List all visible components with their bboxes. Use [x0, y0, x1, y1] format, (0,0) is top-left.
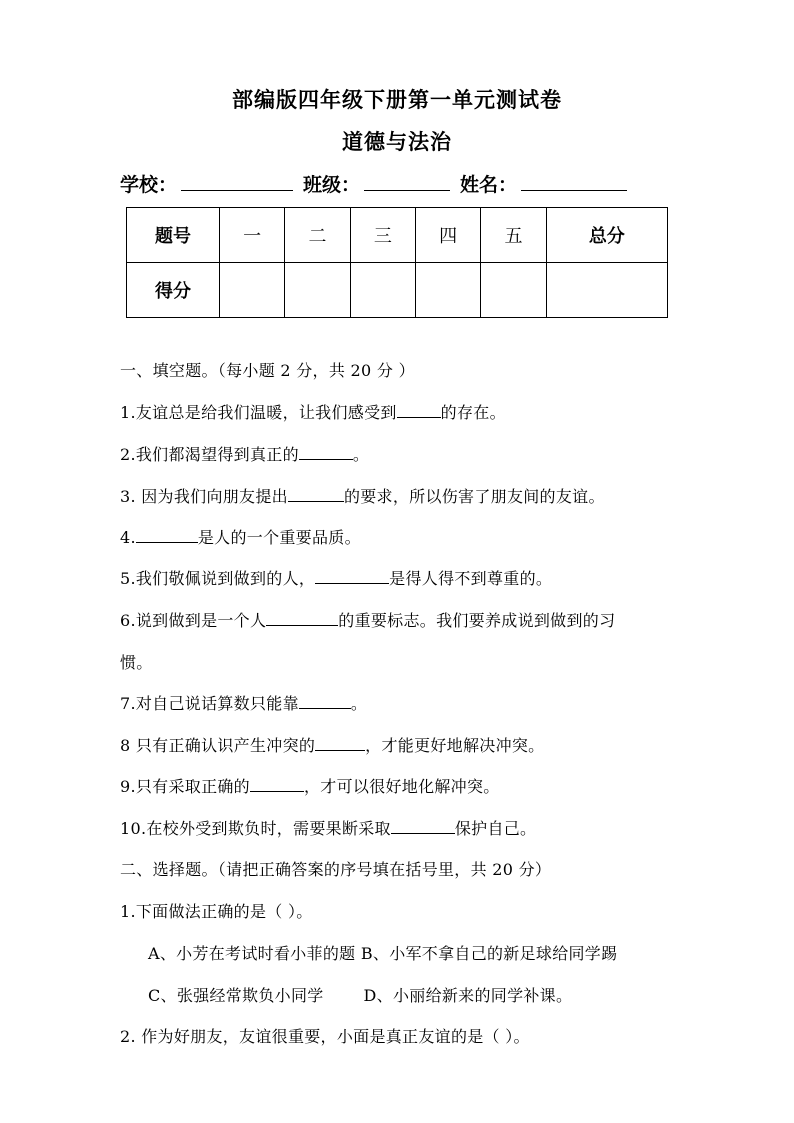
question-text: 的存在。 — [440, 403, 506, 422]
question-text: 10.在校外受到欺负时，需要果断采取 — [120, 819, 391, 838]
question-6-continued: 惯。 — [120, 653, 153, 672]
answer-blank[interactable] — [266, 609, 338, 626]
question-text: 3. 因为我们向朋友提出 — [120, 487, 288, 506]
answer-blank[interactable] — [315, 734, 365, 751]
question-text: 。 — [352, 445, 370, 464]
question-4 — [120, 525, 361, 548]
section2-heading: 二、选择题。（请把正确答案的序号填在括号里，共 20 分） — [120, 860, 552, 879]
score-cell[interactable] — [220, 263, 285, 318]
mc-question-1: 1.下面做法正确的是（ ）。 — [120, 902, 313, 921]
question-text: ，才可以很好地化解冲突。 — [303, 777, 500, 796]
question-text: ，才能更好地解决冲突。 — [365, 736, 545, 755]
mc-question-2: 2. 作为好朋友，友谊很重要，小面是真正友谊的是（ ）。 — [120, 1027, 530, 1046]
student-info-line — [120, 170, 637, 197]
answer-blank[interactable] — [397, 401, 441, 418]
question-9 — [120, 774, 500, 797]
table-cell: 二 — [285, 208, 350, 263]
section1-heading: 一、填空题。（每小题 2 分，共 20 分 ） — [120, 361, 415, 380]
question-10 — [120, 816, 536, 839]
question-1 — [120, 400, 506, 423]
score-cell[interactable] — [350, 263, 415, 318]
score-cell[interactable] — [481, 263, 546, 318]
score-cell[interactable] — [285, 263, 350, 318]
table-cell: 三 — [350, 208, 415, 263]
score-table — [126, 207, 668, 318]
table-cell: 题号 — [127, 208, 220, 263]
score-table-header-row — [127, 208, 668, 263]
question-text: 是人的一个重要品质。 — [197, 528, 361, 547]
mc-question-1-options-cd — [148, 983, 572, 1006]
question-text: 9.只有采取正确的 — [120, 777, 250, 796]
table-cell: 总分 — [546, 208, 667, 263]
score-table-score-row — [127, 263, 668, 318]
answer-blank[interactable] — [250, 775, 304, 792]
class-label: 班级： — [303, 174, 361, 196]
question-text: 8 只有正确认识产生冲突的 — [120, 736, 316, 755]
question-6 — [120, 608, 615, 631]
question-text: 1.友谊总是给我们温暖，让我们感受到 — [120, 403, 397, 422]
option-c: C、张强经常欺负小同学 — [148, 986, 324, 1005]
question-8 — [120, 733, 544, 756]
mc-question-1-options-ab: A、小芳在考试时看小菲的题 B、小军不拿自己的新足球给同学踢 — [148, 944, 618, 963]
school-blank[interactable] — [181, 170, 293, 191]
question-5 — [120, 566, 552, 589]
name-blank[interactable] — [521, 170, 627, 191]
question-text: 6.说到做到是一个人 — [120, 611, 267, 630]
answer-blank[interactable] — [299, 443, 353, 460]
school-label: 学校： — [120, 174, 178, 196]
question-text: 的重要标志。我们要养成说到做到的习 — [338, 611, 616, 630]
class-blank[interactable] — [364, 170, 450, 191]
exam-title: 部编版四年级下册第一单元测试卷 — [232, 87, 562, 112]
answer-blank[interactable] — [299, 692, 351, 709]
table-cell: 一 — [220, 208, 285, 263]
question-text: 2.我们都渴望得到真正的 — [120, 445, 299, 464]
question-text: 。 — [350, 694, 368, 713]
question-2 — [120, 442, 369, 465]
answer-blank[interactable] — [136, 526, 198, 543]
option-d: D、小丽给新来的同学补课。 — [363, 986, 573, 1005]
answer-blank[interactable] — [391, 817, 455, 834]
table-cell: 得分 — [127, 263, 220, 318]
question-3 — [120, 484, 605, 507]
answer-blank[interactable] — [315, 567, 389, 584]
name-label: 姓名： — [460, 174, 518, 196]
score-cell[interactable] — [415, 263, 480, 318]
table-cell: 四 — [415, 208, 480, 263]
question-text: 5.我们敬佩说到做到的人， — [120, 569, 316, 588]
question-7 — [120, 691, 367, 714]
question-text: 的要求，所以伤害了朋友间的友谊。 — [343, 487, 605, 506]
exam-subject: 道德与法治 — [342, 129, 452, 154]
question-text: 是得人得不到尊重的。 — [389, 569, 553, 588]
answer-blank[interactable] — [288, 485, 344, 502]
question-text: 保护自己。 — [454, 819, 537, 838]
table-cell: 五 — [481, 208, 546, 263]
question-text: 4. — [120, 528, 136, 547]
score-cell[interactable] — [546, 263, 667, 318]
question-text: 7.对自己说话算数只能靠 — [120, 694, 299, 713]
